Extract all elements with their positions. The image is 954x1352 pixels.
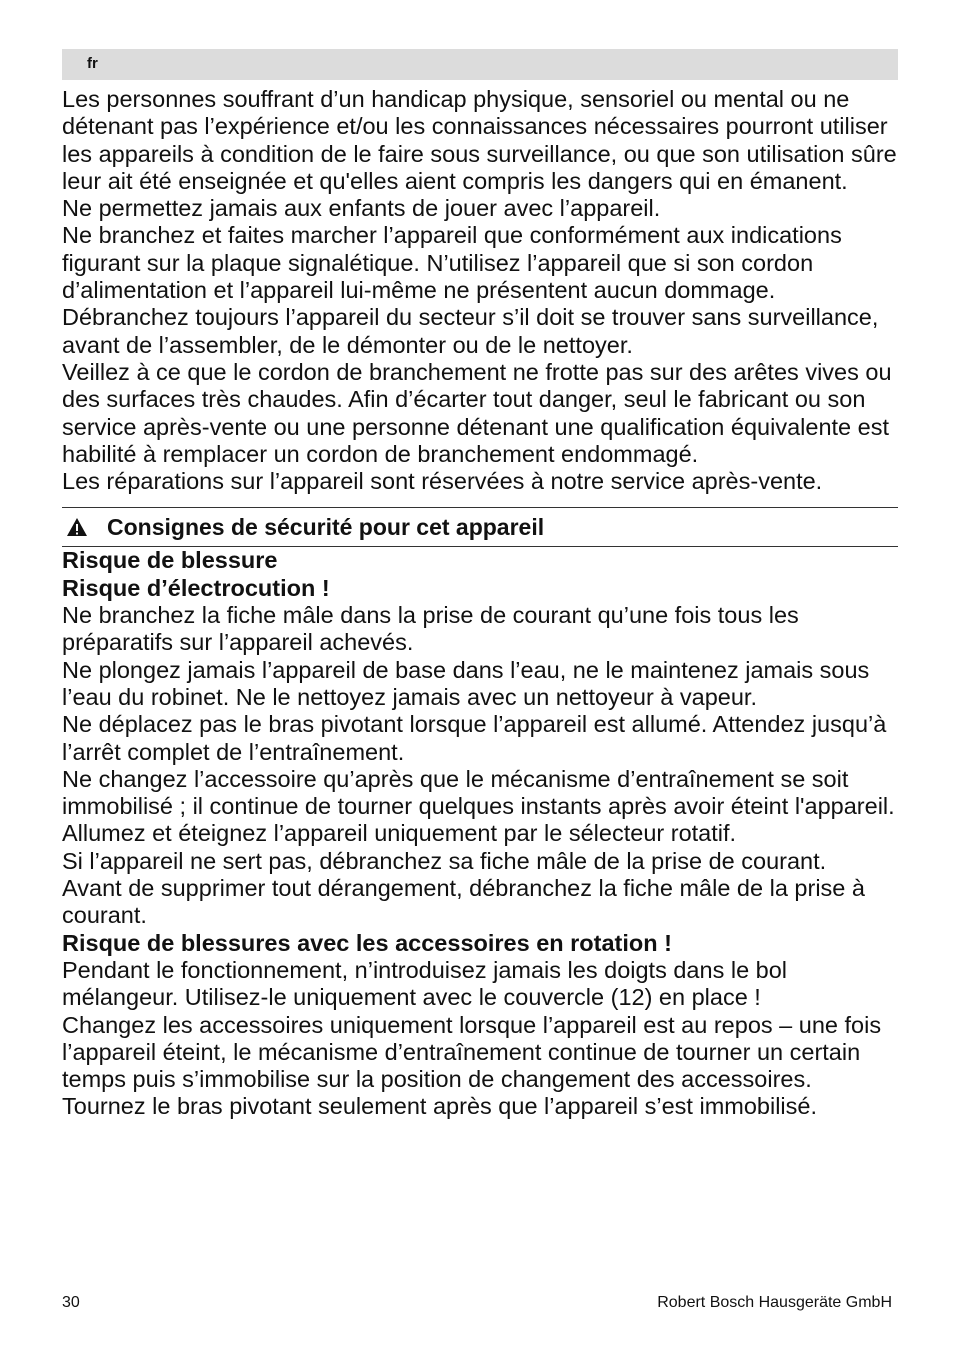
electro-paragraph: Si l’appareil ne sert pas, débranchez sa fiche mâle de la prise de courant. xyxy=(62,847,827,874)
intro-paragraph: Les réparations sur l’appareil sont réservées à notre service après-vente. xyxy=(62,468,823,495)
intro-paragraph: Ne permettez jamais aux enfants de jouer avec l’appareil. xyxy=(62,195,661,222)
intro-paragraph: Les personnes souffrant d’un handicap physique, sensoriel ou mental ou ne détenant pas l’expérience et/ou les connaissances nécessaires pourront utiliser les appareils à condition de le faire sous surveillance, ou que son utilisation sûre leur ait été enseignée et qu'elles aient compris les dangers qui en émanent. xyxy=(62,86,897,194)
warning-triangle-icon xyxy=(66,517,88,537)
language-bar xyxy=(62,49,898,80)
electro-paragraph: Ne déplacez pas le bras pivotant lorsque l’appareil est allumé. Attendez jusqu’à l’arrêt complet de l’entraînement. xyxy=(62,711,887,765)
rotation-paragraph: Tournez le bras pivotant seulement après que l’appareil s’est immobilisé. xyxy=(62,1093,817,1120)
electro-paragraph: Ne changez l’accessoire qu’après que le mécanisme d’entraînement se soit immobilisé ; il continue de tourner quelques instants après avoir éteint l'appareil. xyxy=(62,765,895,820)
section-title: Consignes de sécurité pour cet appareil xyxy=(107,513,545,540)
risk-injury-heading: Risque de blessure xyxy=(62,547,278,574)
company-name: Robert Bosch Hausgeräte GmbH xyxy=(657,1294,892,1311)
language-code: fr xyxy=(87,55,98,72)
rotation-paragraph: Changez les accessoires uniquement lorsque l’appareil est au repos – une fois l’appareil éteint, le mécanisme d’entraînement continue de tourner un certain temps puis s’immobilise sur la position de changement des accessoires. xyxy=(62,1011,882,1093)
page-number: 30 xyxy=(62,1294,80,1311)
electro-paragraph: Avant de supprimer tout dérangement, débranchez la fiche mâle de la prise à courant. xyxy=(62,875,865,929)
electro-paragraph: Ne branchez la fiche mâle dans la prise de courant qu’une fois tous les préparatifs sur l’appareil achevés. xyxy=(62,602,799,656)
risk-rotation-heading: Risque de blessures avec les accessoires en rotation ! xyxy=(62,929,672,956)
rotation-paragraph: Pendant le fonctionnement, n’introduisez jamais les doigts dans le bol mélangeur. Utilisez-le uniquement avec le couvercle (12) en place ! xyxy=(62,956,788,1011)
page-content xyxy=(62,86,898,1121)
risk-electrocution-heading: Risque d’électrocution ! xyxy=(62,574,330,601)
section-heading xyxy=(62,507,898,547)
intro-paragraph: Ne branchez et faites marcher l’appareil que conformément aux indications figurant sur la plaque signalétique. N’utilisez l’appareil que si son cordon d’alimentation et l’appareil lui-même ne présentent aucun dommage. xyxy=(62,222,842,304)
electro-paragraph: Allumez et éteignez l’appareil uniquement par le sélecteur rotatif. xyxy=(62,820,737,847)
intro-paragraph: Veillez à ce que le cordon de branchement ne frotte pas sur des arêtes vives ou des surfaces très chaudes. Afin d’écarter tout danger, seul le fabricant ou son service après-vente ou une personne détenant une qualification équivalente est habilité à remplacer un cordon de branchement endommagé. xyxy=(62,358,892,467)
electro-paragraph: Ne plongez jamais l’appareil de base dans l’eau, ne le maintenez jamais sous l’eau du robinet. Ne le nettoyez jamais avec un nettoyeur à vapeur. xyxy=(62,656,870,710)
intro-paragraph: Débranchez toujours l’appareil du secteur s’il doit se trouver sans surveillance, avant de l’assembler, de le démonter ou de le nettoyer. xyxy=(62,304,879,358)
